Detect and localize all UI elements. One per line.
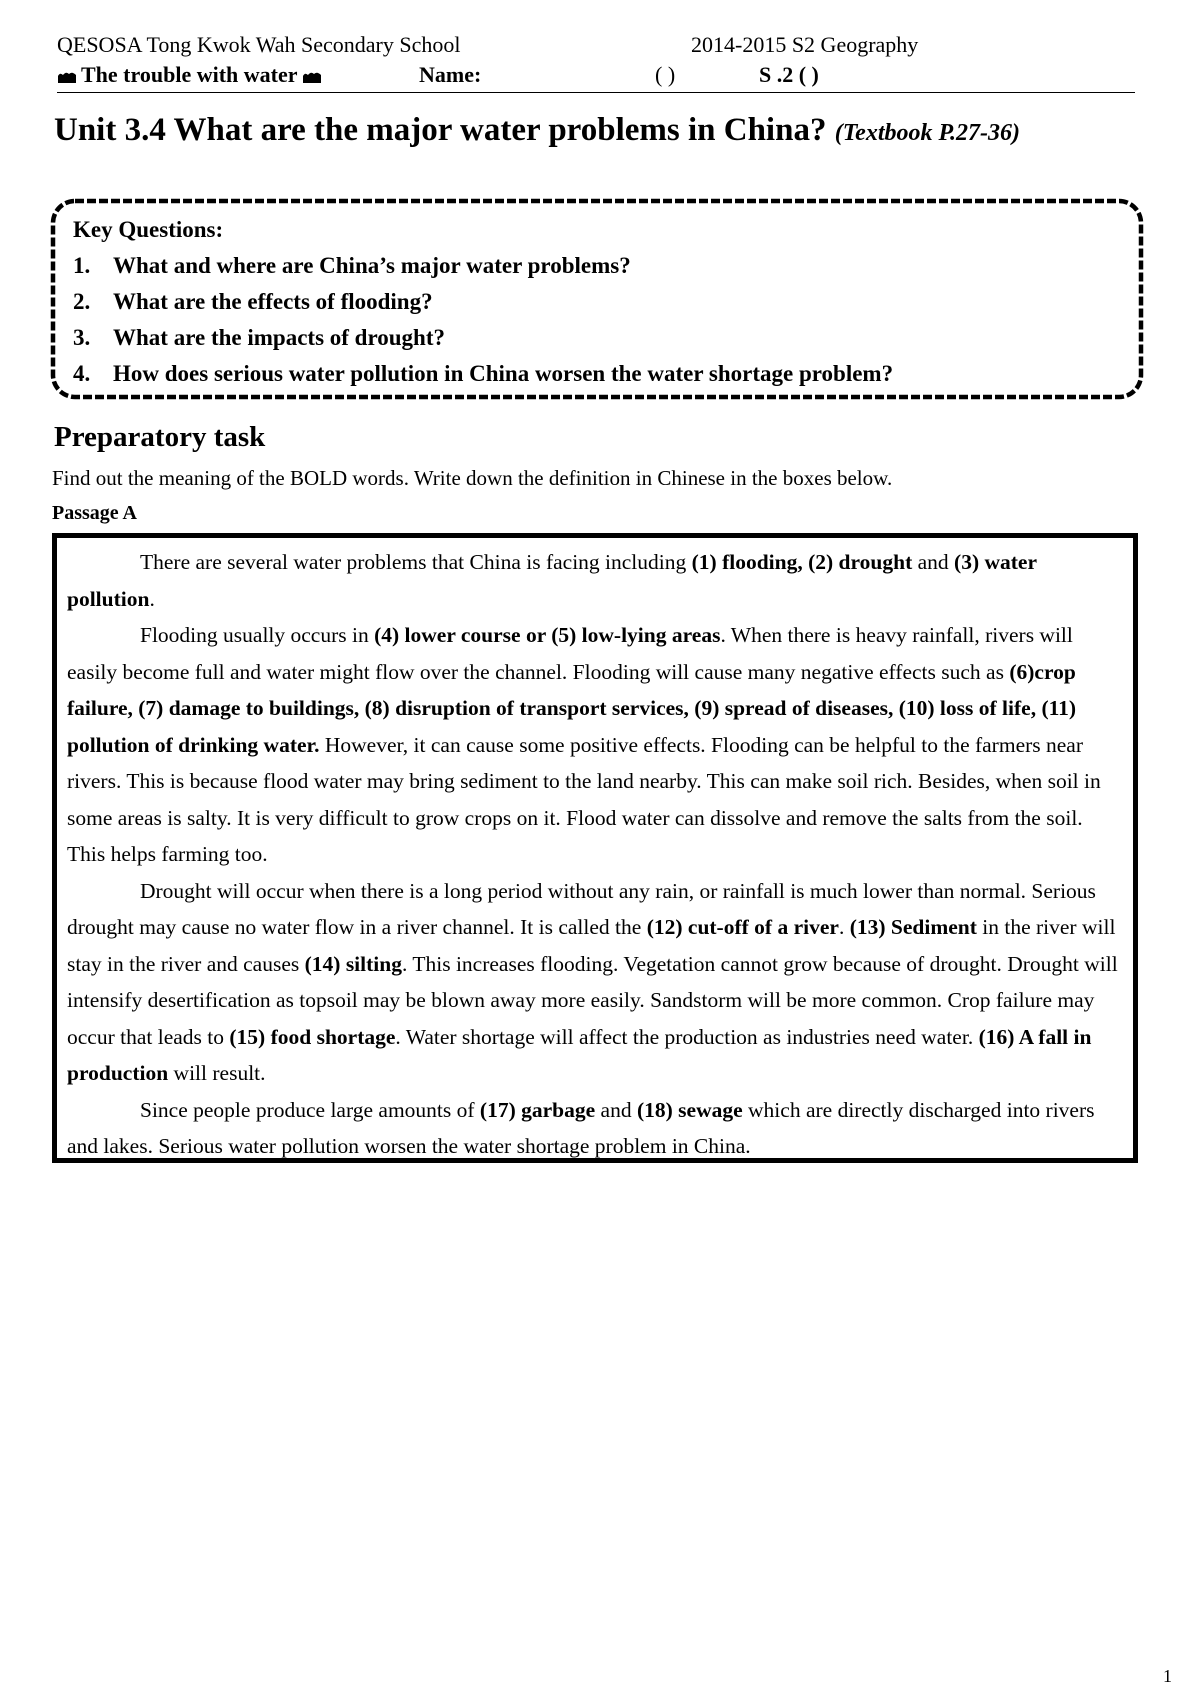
passage-text: Since people produce large amounts of [140, 1097, 480, 1122]
passage-paragraph-3 [67, 873, 1123, 1092]
list-number: 3. [73, 325, 91, 350]
passage-text: and [912, 550, 955, 574]
class-label: S .2 ( ) [759, 62, 819, 87]
passage-text: . [149, 586, 155, 611]
school-name: QESOSA Tong Kwok Wah Secondary School [57, 32, 461, 57]
bold-term: (18) sewage [636, 1097, 743, 1122]
passage-text: . When there is heavy rainfall, rivers will easily become full and water might flow over the channel. Flooding will cause many negative effects such as [67, 623, 1073, 684]
list-number: 2. [73, 289, 91, 314]
title-main: Unit 3.4 What are the major water problems in China? [54, 112, 827, 148]
bold-term: (17) garbage [479, 1097, 596, 1122]
preparatory-instruction: Find out the meaning of the BOLD words. Write down the definition in Chinese in the boxes below. [52, 466, 893, 490]
bold-term: (13) Sediment [849, 915, 977, 939]
water-drops-icon [302, 69, 322, 84]
passage-label: Passage A [52, 502, 137, 524]
passage-text: There are several water problems that China is facing including [140, 550, 692, 574]
class-number-blank[interactable]: ( ) [655, 62, 676, 87]
passage-paragraph-4 [67, 1092, 1123, 1165]
key-questions-content [73, 212, 893, 392]
year-subject: 2014-2015 S2 Geography [691, 32, 919, 57]
key-questions-list [73, 248, 893, 392]
passage-text: and [595, 1097, 637, 1122]
passage-text: . [838, 915, 850, 939]
bold-term: (6)crop failure, (7) damage to buildings, (8) disruption of transport services, (9) spread of diseases, (10) loss of life, (11) pollution of drinking water. [67, 659, 1077, 757]
bold-term: (15) food shortage [229, 1024, 396, 1049]
passage-text: in the river will stay in the river and causes [67, 915, 1116, 976]
bold-term: (1) flooding, (2) drought [691, 550, 913, 574]
passage-text: Flooding usually occurs in [140, 623, 375, 647]
list-number: 1. [73, 253, 91, 278]
question-text: How does serious water pollution in China worsen the water shortage problem? [113, 361, 894, 386]
title-textbook-ref: (Textbook P.27-36) [834, 120, 1021, 146]
passage-text: which are directly discharged into rivers and lakes. Serious water pollution worsen the water shortage problem in China. [67, 1097, 1095, 1158]
topic-title [57, 62, 322, 88]
list-item [73, 284, 893, 320]
name-label: Name: [419, 62, 482, 87]
list-item [73, 356, 893, 392]
header-line-1 [57, 32, 1137, 60]
passage-text: will result. [168, 1061, 266, 1085]
list-number: 4. [73, 361, 91, 386]
question-text: What and where are China’s major water problems? [113, 253, 631, 278]
question-text: What are the effects of flooding? [113, 289, 433, 314]
list-item [73, 320, 893, 356]
key-questions-box [50, 198, 1144, 400]
preparatory-heading: Preparatory task [54, 421, 266, 453]
page-title [54, 112, 1020, 149]
header-line-2 [57, 60, 1135, 93]
key-questions-heading: Key Questions: [73, 217, 224, 242]
bold-term: (4) lower course or (5) low-lying areas [374, 623, 721, 647]
list-item [73, 248, 893, 284]
page-number: 1 [1163, 1666, 1172, 1686]
bold-term: (16) A fall in production [67, 1024, 1092, 1085]
water-drops-icon [57, 69, 77, 84]
question-text: What are the impacts of drought? [113, 325, 446, 350]
topic-text: The trouble with water [81, 62, 298, 87]
passage-paragraph-2 [67, 617, 1123, 873]
bold-term: (3) water pollution [67, 550, 1037, 611]
passage-text: However, it can cause some positive effects. Flooding can be helpful to the farmers near rivers. This is because flood water may bring sediment to the land nearby. This can make soil rich. Besides, when soil in some areas is salty. It is very difficult to grow crops on it. Flood water can dissolve and remove the salts from the soil. This helps farming too. [67, 732, 1101, 866]
passage-text: . This increases flooding. Vegetation cannot grow because of drought. Drought will intensify desertification as topsoil may be blown away more easily. Sandstorm will be more common. Crop failure may occur that leads to [67, 951, 1118, 1049]
bold-term: (12) cut-off of a river [646, 915, 839, 939]
passage-box [52, 533, 1138, 1163]
bold-term: (14) silting [304, 951, 402, 976]
passage-text: Drought will occur when there is a long period without any rain, or rainfall is much lower than normal. Serious drought may cause no water flow in a river channel. It is called the [67, 878, 1096, 939]
passage-text: . Water shortage will affect the production as industries need water. [395, 1024, 979, 1049]
passage-paragraph-1 [67, 544, 1123, 617]
